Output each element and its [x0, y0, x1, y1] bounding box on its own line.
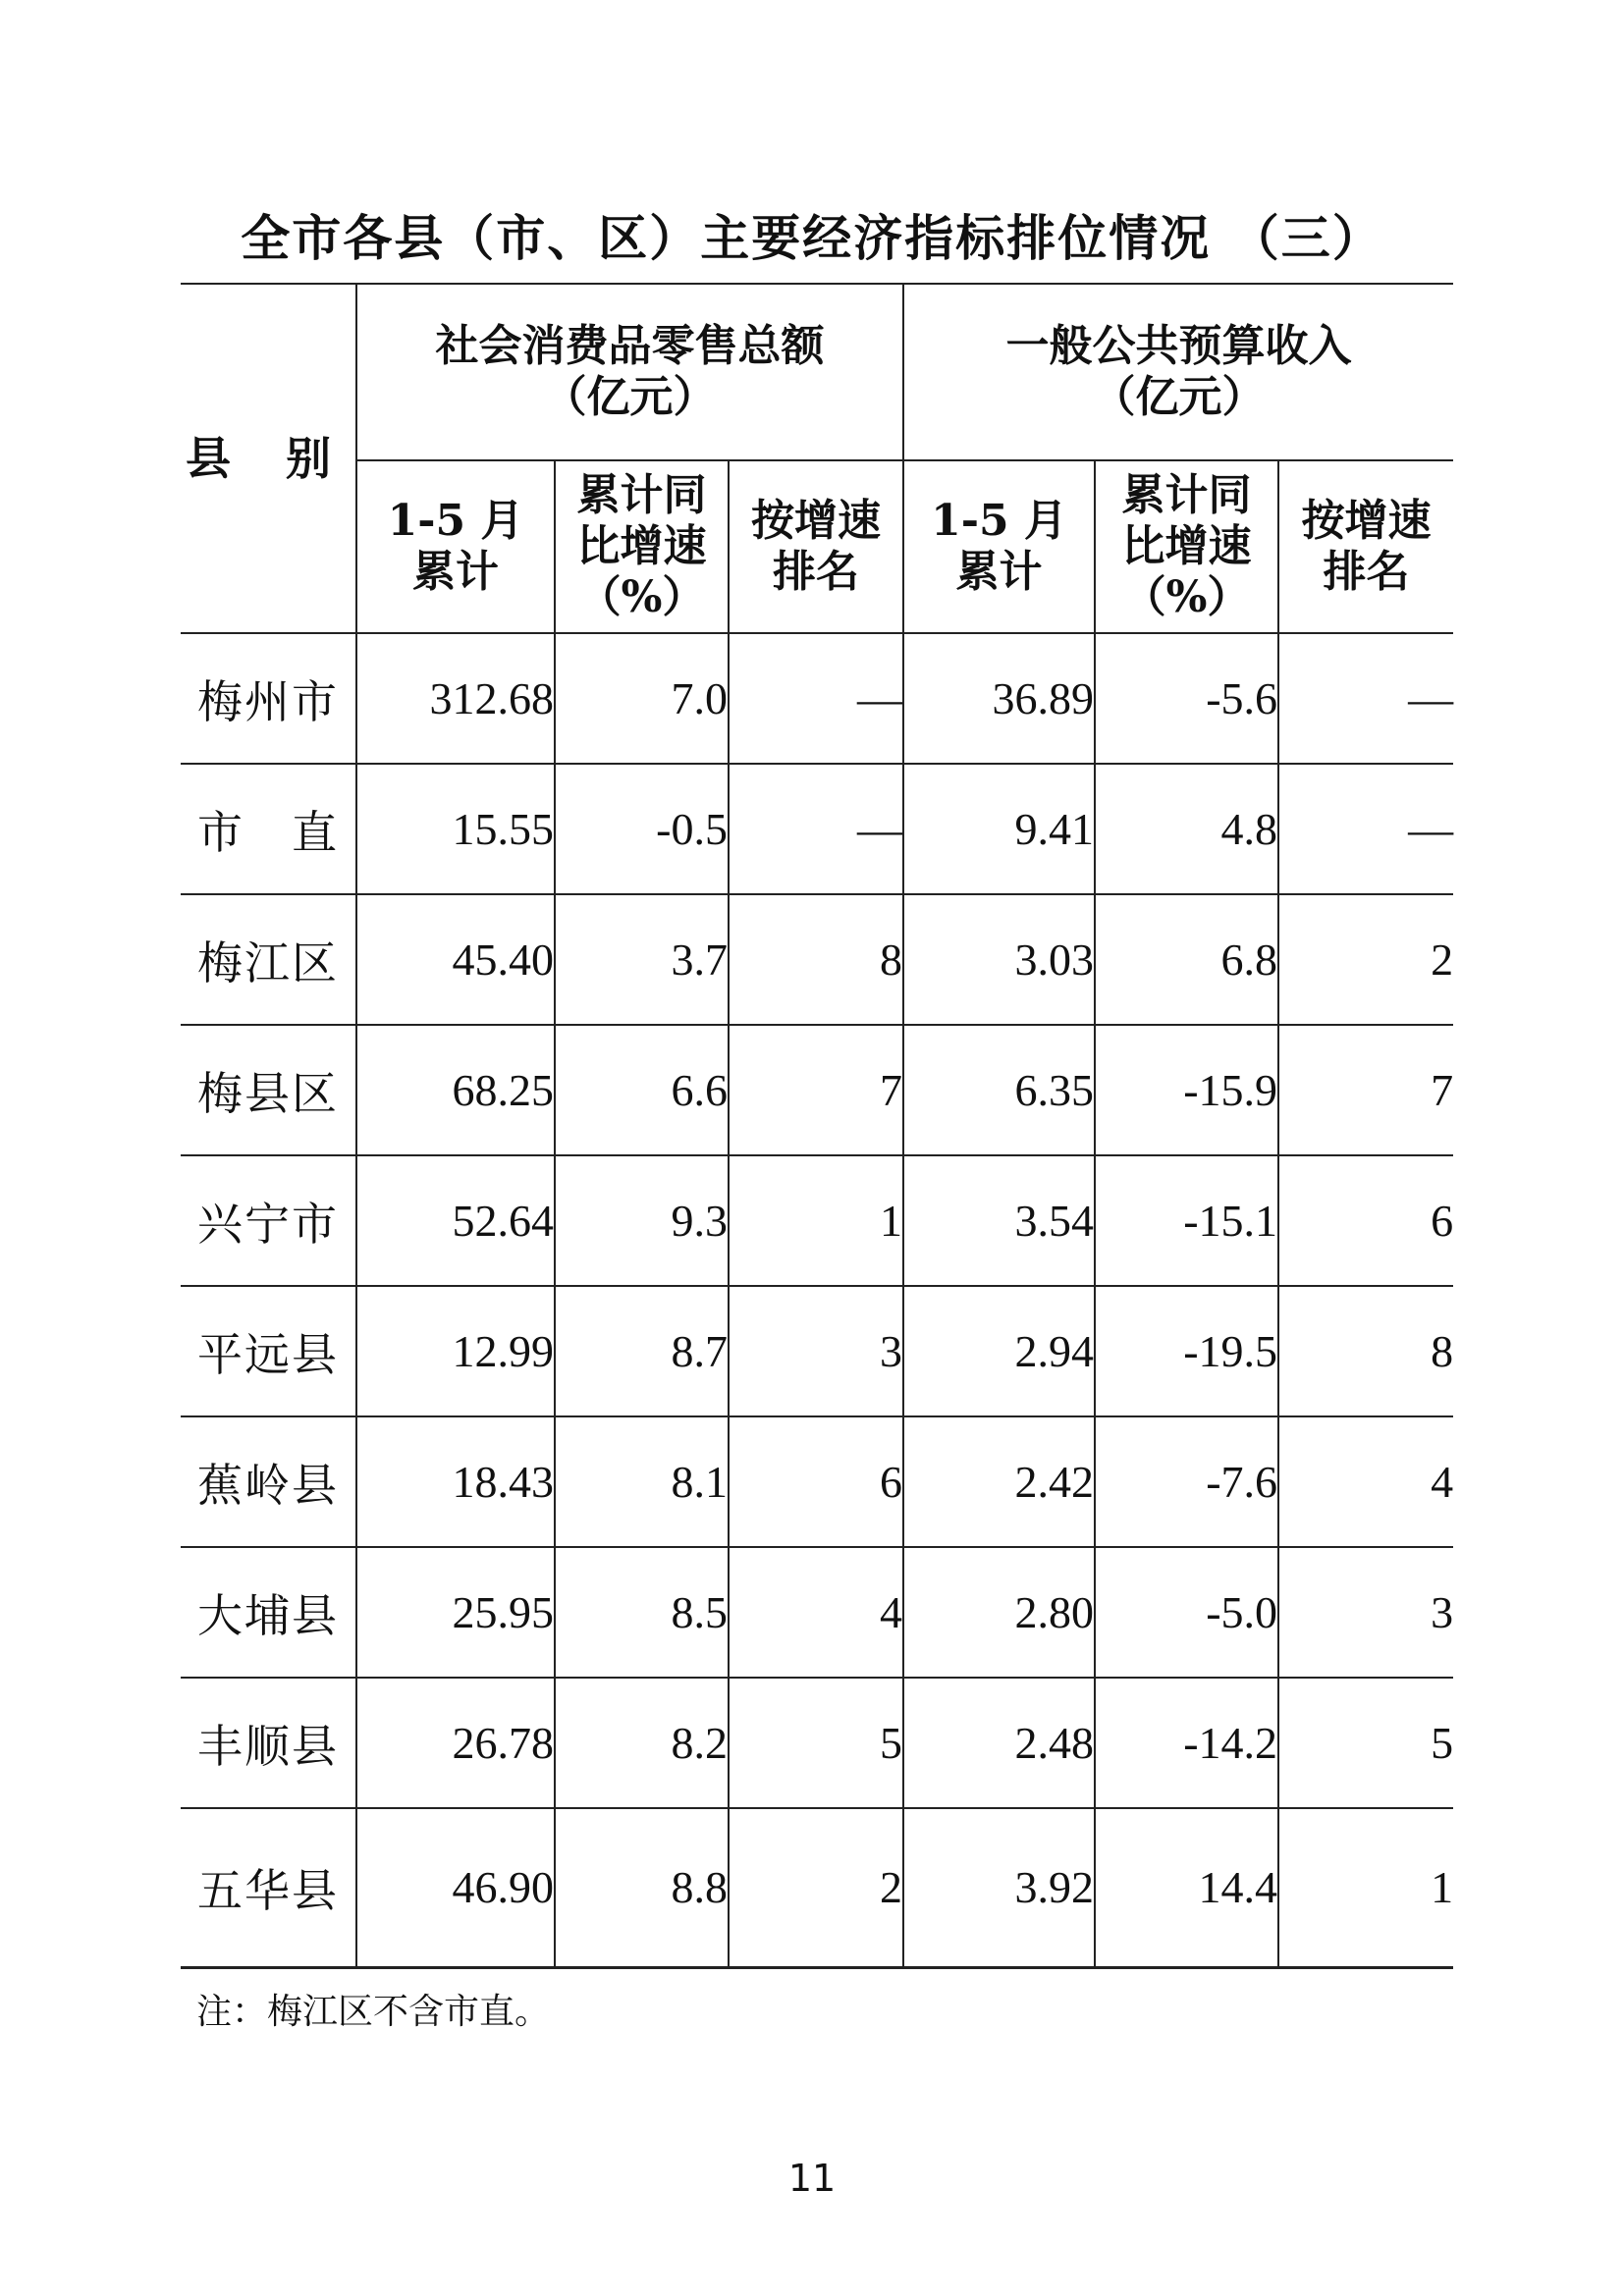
retail-sales-group-unit: （亿元）	[543, 372, 717, 422]
budget-revenue-group-unit: （亿元）	[1092, 372, 1266, 422]
revenue-cell: 2.80	[903, 1547, 1095, 1678]
header-line: 按增速	[751, 496, 882, 546]
retail-growth-cell: 6.6	[555, 1025, 729, 1155]
retail-cell: 25.95	[356, 1547, 555, 1678]
table-row	[181, 633, 1453, 764]
county-name-cell: 大埔县	[181, 1547, 356, 1678]
county-name-cell: 蕉岭县	[181, 1416, 356, 1547]
county-name-cell: 梅县区	[181, 1025, 356, 1155]
revenue-growth-cell: 6.8	[1095, 894, 1278, 1025]
revenue-cumulative-header	[903, 460, 1095, 633]
budget-revenue-group-header	[903, 284, 1453, 460]
revenue-rank-cell: 8	[1278, 1286, 1453, 1416]
revenue-growth-cell: -15.1	[1095, 1155, 1278, 1286]
retail-rank-cell: 4	[729, 1547, 903, 1678]
retail-rank-cell: 2	[729, 1808, 903, 1967]
retail-growth-cell: 8.1	[555, 1416, 729, 1547]
indicator-ranking-table	[181, 283, 1453, 1969]
table-row	[181, 1416, 1453, 1547]
table-body	[181, 633, 1453, 1967]
table-note: 注：梅江区不含市直。	[196, 1992, 551, 2032]
revenue-growth-cell: -14.2	[1095, 1678, 1278, 1808]
retail-rank-cell: 5	[729, 1678, 903, 1808]
county-name-cell: 梅州市	[181, 633, 356, 764]
header-line: （%）	[577, 572, 706, 622]
revenue-rank-cell: 3	[1278, 1547, 1453, 1678]
revenue-cell: 2.48	[903, 1678, 1095, 1808]
revenue-growth-cell: -7.6	[1095, 1416, 1278, 1547]
header-line: 1-5 月	[931, 496, 1067, 546]
table-row	[181, 1547, 1453, 1678]
revenue-rank-cell: 4	[1278, 1416, 1453, 1547]
retail-cumulative-header	[356, 460, 555, 633]
retail-growth-cell: -0.5	[555, 764, 729, 894]
retail-cell: 312.68	[356, 633, 555, 764]
table-row	[181, 1808, 1453, 1967]
revenue-cell: 9.41	[903, 764, 1095, 894]
retail-cell: 15.55	[356, 764, 555, 894]
page-number: 11	[787, 2157, 837, 2200]
revenue-rank-header	[1278, 460, 1453, 633]
header-line: 排名	[773, 547, 860, 597]
revenue-rank-cell: —	[1278, 633, 1453, 764]
retail-rank-cell: 7	[729, 1025, 903, 1155]
header-line: 比增速	[1121, 521, 1252, 571]
revenue-growth-cell: -5.0	[1095, 1547, 1278, 1678]
header-line: 累计	[412, 547, 499, 597]
retail-sales-group-header	[356, 284, 903, 460]
header-line: 排名	[1323, 547, 1410, 597]
table-row	[181, 1155, 1453, 1286]
county-name-cell: 梅江区	[181, 894, 356, 1025]
retail-cell: 46.90	[356, 1808, 555, 1967]
table-row	[181, 894, 1453, 1025]
revenue-cell: 36.89	[903, 633, 1095, 764]
header-line: 累计	[955, 547, 1043, 597]
retail-sales-group-title: 社会消费品零售总额	[435, 321, 825, 371]
page-title: 全市各县（市、区）主要经济指标排位情况 （三）	[241, 209, 1383, 267]
header-line: 累计同	[1121, 470, 1252, 520]
table-header-row-groups	[181, 284, 1453, 460]
retail-cell: 45.40	[356, 894, 555, 1025]
retail-cell: 68.25	[356, 1025, 555, 1155]
county-name-cell: 丰顺县	[181, 1678, 356, 1808]
retail-growth-cell: 3.7	[555, 894, 729, 1025]
retail-rank-cell: 8	[729, 894, 903, 1025]
revenue-growth-cell: 4.8	[1095, 764, 1278, 894]
revenue-cell: 2.94	[903, 1286, 1095, 1416]
revenue-growth-cell: -15.9	[1095, 1025, 1278, 1155]
revenue-cell: 3.54	[903, 1155, 1095, 1286]
header-line: 累计同	[576, 470, 707, 520]
table-row	[181, 764, 1453, 894]
retail-rank-cell: 1	[729, 1155, 903, 1286]
retail-growth-cell: 8.5	[555, 1547, 729, 1678]
revenue-growth-cell: 14.4	[1095, 1808, 1278, 1967]
county-name-cell: 平远县	[181, 1286, 356, 1416]
header-line: 按增速	[1301, 496, 1432, 546]
budget-revenue-group-title: 一般公共预算收入	[1005, 321, 1352, 371]
county-name-cell: 市 直	[181, 764, 356, 894]
county-name-cell: 兴宁市	[181, 1155, 356, 1286]
revenue-rank-cell: 6	[1278, 1155, 1453, 1286]
revenue-cell: 3.03	[903, 894, 1095, 1025]
retail-growth-cell: 8.8	[555, 1808, 729, 1967]
table-row	[181, 1678, 1453, 1808]
revenue-rank-cell: 1	[1278, 1808, 1453, 1967]
revenue-growth-cell: -19.5	[1095, 1286, 1278, 1416]
table-row	[181, 1286, 1453, 1416]
retail-rank-cell: 6	[729, 1416, 903, 1547]
retail-growth-cell: 8.7	[555, 1286, 729, 1416]
retail-growth-cell: 8.2	[555, 1678, 729, 1808]
revenue-cell: 3.92	[903, 1808, 1095, 1967]
revenue-rank-cell: 5	[1278, 1678, 1453, 1808]
retail-cell: 52.64	[356, 1155, 555, 1286]
retail-rank-cell: —	[729, 633, 903, 764]
revenue-cell: 6.35	[903, 1025, 1095, 1155]
retail-rank-header	[729, 460, 903, 633]
retail-cell: 26.78	[356, 1678, 555, 1808]
retail-growth-header	[555, 460, 729, 633]
header-line: （%）	[1122, 572, 1251, 622]
header-line: 1-5 月	[387, 496, 524, 546]
revenue-rank-cell: 7	[1278, 1025, 1453, 1155]
retail-cell: 12.99	[356, 1286, 555, 1416]
table-row	[181, 1025, 1453, 1155]
revenue-growth-header	[1095, 460, 1278, 633]
retail-growth-cell: 7.0	[555, 633, 729, 764]
revenue-cell: 2.42	[903, 1416, 1095, 1547]
county-column-header: 县 别	[181, 284, 356, 633]
table-header-row-subcolumns	[181, 460, 1453, 633]
revenue-rank-cell: —	[1278, 764, 1453, 894]
revenue-rank-cell: 2	[1278, 894, 1453, 1025]
retail-growth-cell: 9.3	[555, 1155, 729, 1286]
county-name-cell: 五华县	[181, 1808, 356, 1967]
retail-cell: 18.43	[356, 1416, 555, 1547]
retail-rank-cell: —	[729, 764, 903, 894]
header-line: 比增速	[576, 521, 707, 571]
revenue-growth-cell: -5.6	[1095, 633, 1278, 764]
retail-rank-cell: 3	[729, 1286, 903, 1416]
